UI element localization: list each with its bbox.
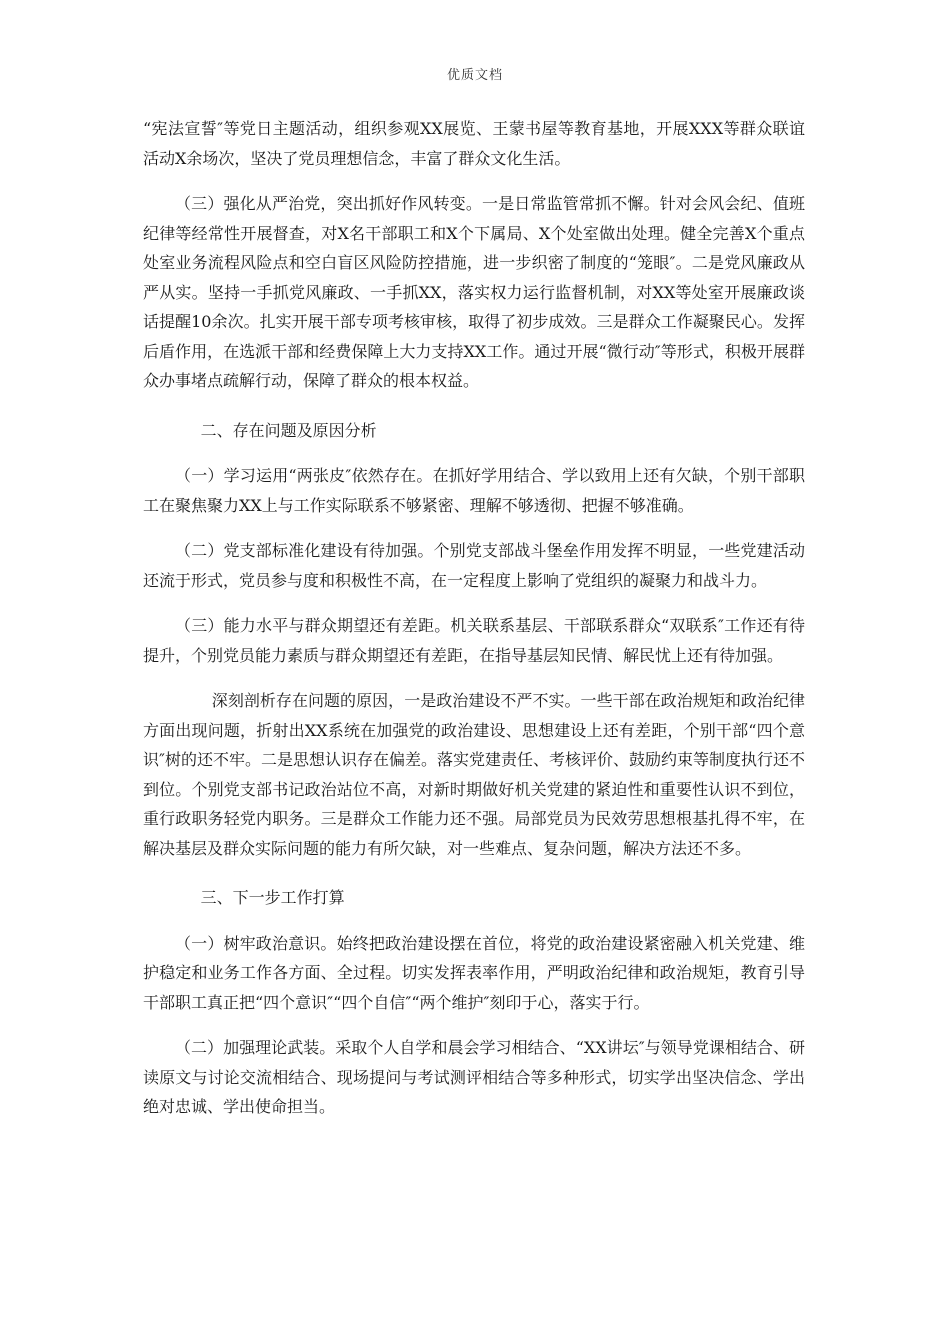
section-heading-problems: 二、存在问题及原因分析: [200, 420, 377, 440]
paragraph-plan-2: （二）加强理论武装。采取个人自学和晨会学习相结合、“XX讲坛″与领导党课相结合、研读原文与讨论交流相结合、现场提问与考试测评相结合等多种形式，切实学出坚决信念、学出绝对忠诚、学出使命担当。: [143, 1038, 805, 1116]
document-body: [143, 114, 805, 1138]
paragraph-continued: “宪法宣誓″等党日主题活动，组织参观XX展览、王蒙书屋等教育基地，开展XXX等群众联谊活动X余场次，坚决了党员理想信念，丰富了群众文化生活。: [143, 119, 805, 168]
paragraph-problem-3: （三）能力水平与群众期望还有差距。机关联系基层、干部联系群众“双联系″工作还有待提升，个别党员能力素质与群众期望还有差距，在指导基层知民情、解民忧上还有待加强。: [143, 616, 805, 665]
paragraph-cause-analysis: 深刻剖析存在问题的原因，一是政治建设不严不实。一些干部在政治规矩和政治纪律方面出现问题，折射出XX系统在加强党的政治建设、思想建设上还有差距，个别干部“四个意识″树的还不牢。二是思想认识存在偏差。落实党建责任、考核评价、鼓励约束等制度执行还不到位。个别党支部书记政治站位不高，对新时期做好机关党建的紧迫性和重要性认识不到位，重行政职务轻党内职务。三是群众工作能力还不强。局部党员为民效劳思想根基扎得不牢，在解决基层及群众实际问题的能力有所欠缺，对一些难点、复杂问题，解决方法还不多。: [143, 691, 805, 858]
paragraph-plan-1: （一）树牢政治意识。始终把政治建设摆在首位，将党的政治建设紧密融入机关党建、维护稳定和业务工作各方面、全过程。切实发挥表率作用，严明政治纪律和政治规矩，教育引导干部职工真正把“四个意识″“四个自信″“两个维护″刻印于心，落实于行。: [143, 933, 805, 1012]
section-heading-next-steps: 三、下一步工作打算: [200, 888, 345, 907]
paragraph-problem-2: （二）党支部标准化建设有待加强。个别党支部战斗堡垒作用发挥不明显，一些党建活动还流于形式，党员参与度和积极性不高，在一定程度上影响了党组织的凝聚力和战斗力。: [143, 541, 805, 590]
page-header: 优质文档: [446, 68, 503, 83]
paragraph-strict-governance: （三）强化从严治党，突出抓好作风转变。一是日常监管常抓不懈。针对会风会纪、值班纪律等经常性开展督查，对X名干部职工和X个下属局、X个处室做出处理。健全完善X个重点处室业务流程风险点和空白盲区风险防控措施，进一步织密了制度的“笼眼″。二是党风廉政从严从实。坚持一手抓党风廉政、一手抓XX，落实权力运行监督机制，对XX等处室开展廉政谈话提醒10余次。扎实开展干部专项考核审核，取得了初步成效。三是群众工作凝聚民心。发挥后盾作用，在选派干部和经费保障上大力支持XX工作。通过开展“微行动″等形式，积极开展群众办事堵点疏解行动，保障了群众的根本权益。: [143, 194, 805, 390]
paragraph-problem-1: （一）学习运用“两张皮″依然存在。在抓好学用结合、学以致用上还有欠缺，个别干部职工在聚焦聚力XX上与工作实际联系不够紧密、理解不够透彻、把握不够准确。: [143, 466, 805, 515]
